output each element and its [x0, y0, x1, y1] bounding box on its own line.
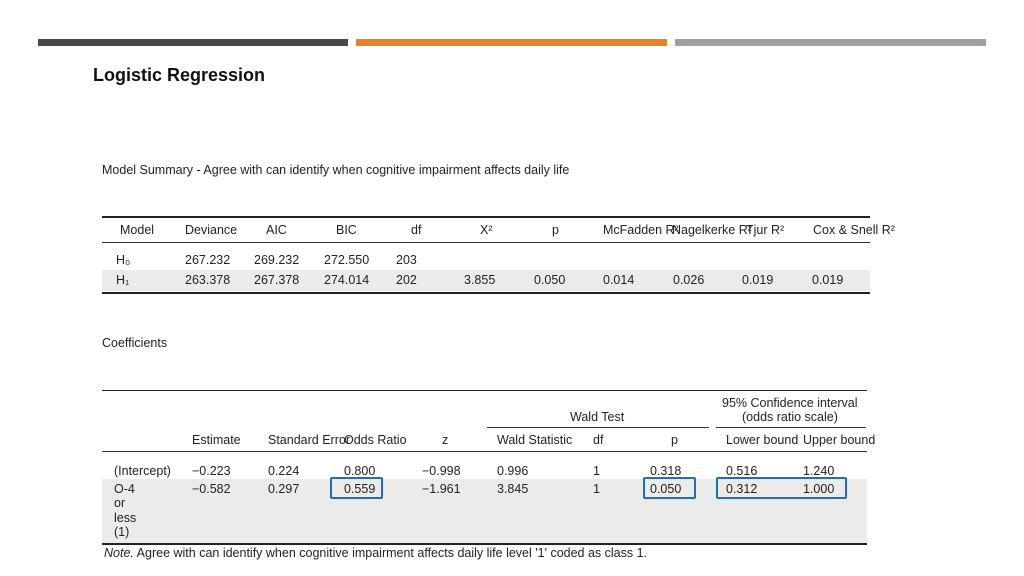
- col-header-df: df: [411, 223, 422, 237]
- row-model: H₁: [116, 273, 130, 287]
- col-header-model: Model: [120, 223, 155, 237]
- highlight-p-value: [643, 477, 696, 499]
- note-text: Agree with can identify when cognitive impairment affects daily life level '1' coded as class 1.: [133, 546, 648, 560]
- col-header-lower: Lower bound: [726, 433, 799, 447]
- row-se: 0.224: [268, 464, 300, 478]
- row-z: −1.961: [422, 482, 461, 496]
- col-header-nagelkerke: Nagelkerke R²: [672, 223, 752, 237]
- group-header-wald: Wald Test: [570, 410, 625, 424]
- row-upper: 1.000: [803, 482, 835, 496]
- row-deviance: 267.232: [185, 253, 231, 267]
- row-p: 0.050: [650, 482, 682, 496]
- col-header-se: Standard Error: [268, 433, 350, 447]
- coefficients-title: Coefficients: [102, 336, 168, 350]
- note-label: Note.: [104, 546, 134, 560]
- col-header-or: Odds Ratio: [344, 433, 407, 447]
- col-header-p: p: [552, 223, 559, 237]
- row-term-line: or: [114, 496, 126, 510]
- ci-group-rule: [716, 427, 866, 428]
- row-estimate: −0.582: [192, 482, 231, 496]
- row-p: 0.050: [534, 273, 566, 287]
- table-bottom-rule: [102, 292, 870, 294]
- header-rule: [102, 451, 867, 452]
- row-bic: 274.014: [324, 273, 370, 287]
- row-coxsnell: 0.019: [812, 273, 844, 287]
- row-lower: 0.312: [726, 482, 758, 496]
- row-x2: 3.855: [464, 273, 496, 287]
- row-df: 203: [396, 253, 417, 267]
- row-wald: 0.996: [497, 464, 529, 478]
- col-header-upper: Upper bound: [803, 433, 876, 447]
- row-aic: 267.378: [254, 273, 300, 287]
- row-aic: 269.232: [254, 253, 300, 267]
- highlight-confidence-interval: [716, 477, 847, 499]
- col-header-x2: X²: [480, 223, 493, 237]
- wald-group-rule: [487, 427, 709, 428]
- col-header-deviance: Deviance: [185, 223, 238, 237]
- row-term-line: O-4: [114, 482, 135, 496]
- col-header-estimate: Estimate: [192, 433, 241, 447]
- row-bic: 272.550: [324, 253, 370, 267]
- row-wald: 3.845: [497, 482, 529, 496]
- col-header-coxsnell: Cox & Snell R²: [813, 223, 895, 237]
- row-estimate: −0.223: [192, 464, 231, 478]
- row-term: (Intercept): [114, 464, 171, 478]
- col-header-bic: BIC: [336, 223, 357, 237]
- row-tjur: 0.019: [742, 273, 774, 287]
- row-nagelkerke: 0.026: [673, 273, 705, 287]
- header-bar-grey: [675, 39, 986, 46]
- col-header-tjur: Tjur R²: [746, 223, 785, 237]
- header-bar-orange: [356, 39, 667, 46]
- row-term-line: (1): [114, 525, 130, 539]
- slide-title: Logistic Regression: [93, 65, 266, 85]
- group-header-ci-line1: 95% Confidence interval: [722, 396, 858, 410]
- table-bottom-rule: [102, 543, 867, 545]
- header-bar-dark: [38, 39, 348, 46]
- table-note: [104, 546, 647, 560]
- row-term-line: less: [114, 511, 137, 525]
- col-header-wald-stat: Wald Statistic: [497, 433, 573, 447]
- row-deviance: 263.378: [185, 273, 231, 287]
- row-lower: 0.516: [726, 464, 758, 478]
- row-or: 0.800: [344, 464, 376, 478]
- model-summary-title: Model Summary - Agree with can identify when cognitive impairment affects daily life: [102, 163, 570, 177]
- col-header-p: p: [671, 433, 678, 447]
- row-df: 202: [396, 273, 417, 287]
- row-z: −0.998: [422, 464, 461, 478]
- header-rule: [102, 242, 870, 243]
- row-df: 1: [593, 464, 600, 478]
- col-header-aic: AIC: [266, 223, 287, 237]
- row-model: H₀: [116, 253, 131, 267]
- row-df: 1: [593, 482, 600, 496]
- row-upper: 1.240: [803, 464, 835, 478]
- group-header-ci-line2: (odds ratio scale): [742, 410, 838, 424]
- header-row: [102, 216, 895, 242]
- col-header-z: z: [442, 433, 449, 447]
- row-p: 0.318: [650, 464, 682, 478]
- col-header-df: df: [593, 433, 604, 447]
- highlight-odds-ratio: [330, 477, 383, 499]
- row-se: 0.297: [268, 482, 300, 496]
- table-top-rule: [102, 390, 867, 391]
- row-or: 0.559: [344, 482, 376, 496]
- col-header-mcfadden: McFadden R²: [603, 223, 679, 237]
- row-mcfadden: 0.014: [603, 273, 635, 287]
